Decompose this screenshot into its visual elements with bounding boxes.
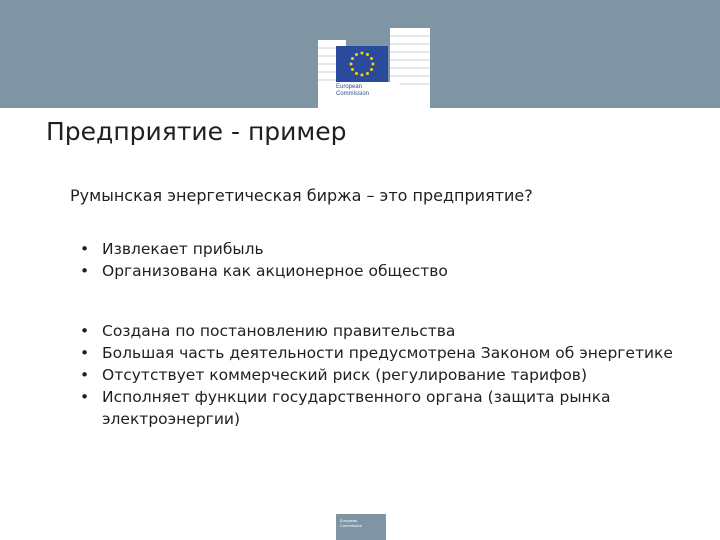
list-item-text: Большая часть деятельности предусмотрена Законом об энергетике xyxy=(102,344,673,362)
eu-star xyxy=(370,68,373,71)
footer-badge-line1: European xyxy=(340,518,358,523)
list-item-text: Организована как акционерное общество xyxy=(102,262,448,280)
bullet-icon: • xyxy=(80,322,90,340)
logo-caption-line1: European xyxy=(336,84,363,90)
list-item-text: Отсутствует коммерческий риск (регулирование тарифов) xyxy=(102,366,587,384)
eu-star xyxy=(355,53,358,56)
list-item xyxy=(80,364,700,386)
list-item-text: Исполняет функции государственного органа (защита рынка электроэнергии) xyxy=(102,388,611,428)
eu-star xyxy=(370,57,373,60)
bullet-icon: • xyxy=(80,240,90,258)
list-item xyxy=(80,320,700,342)
question-text: Румынская энергетическая биржа – это предприятие? xyxy=(70,186,533,205)
list-item xyxy=(80,238,700,260)
eu-star xyxy=(350,63,353,66)
bullet-icon: • xyxy=(80,366,90,384)
eu-star xyxy=(355,72,358,75)
eu-star xyxy=(361,52,364,55)
eu-flag xyxy=(336,46,388,82)
bullet-icon: • xyxy=(80,344,90,362)
eu-star xyxy=(372,63,375,66)
eu-star xyxy=(351,68,354,71)
list-item xyxy=(80,386,700,430)
footer-badge-text xyxy=(340,518,362,528)
eu-star xyxy=(366,53,369,56)
list-item xyxy=(80,260,700,282)
list-item xyxy=(80,342,700,364)
bullet-list-2 xyxy=(80,320,700,430)
page-title: Предприятие - пример xyxy=(46,117,347,146)
bullet-list-1 xyxy=(80,238,700,282)
bullet-icon: • xyxy=(80,262,90,280)
list-item-text: Извлекает прибыль xyxy=(102,240,264,258)
footer-badge-line2: Commission xyxy=(340,523,363,528)
eu-star xyxy=(351,57,354,60)
logo-caption-line2: Commission xyxy=(336,91,370,97)
european-commission-logo xyxy=(306,14,436,108)
footer-commission-badge xyxy=(336,514,386,540)
eu-star xyxy=(361,74,364,77)
eu-star xyxy=(366,72,369,75)
list-item-text: Создана по постановлению правительства xyxy=(102,322,456,340)
logo-caption xyxy=(336,84,369,98)
bullet-icon: • xyxy=(80,388,90,406)
